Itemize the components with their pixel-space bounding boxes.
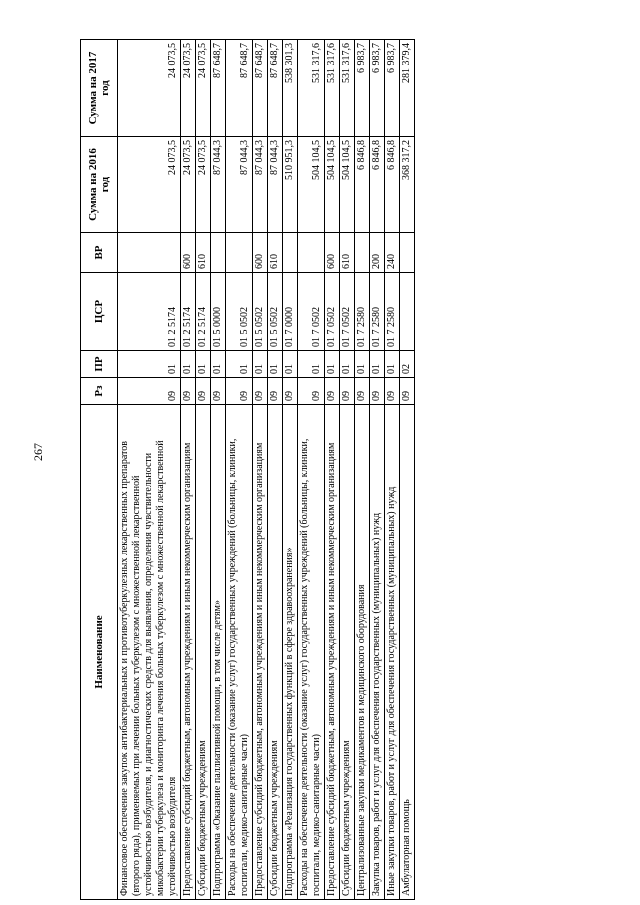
row-name: Предоставление субсидий бюджетным, автономным учреждениям и иным некоммерческим организациям [325, 405, 340, 900]
row-rz: 09 [211, 378, 226, 405]
row-pr: 01 [340, 351, 355, 378]
table-row [340, 40, 355, 900]
row-sum-2016: 87 044,3 [268, 137, 283, 233]
row-pr: 01 [298, 351, 325, 378]
header-csr: ЦСР [81, 273, 118, 351]
row-csr: 01 7 2580 [370, 273, 385, 351]
row-vr [355, 233, 370, 273]
row-sum-2016: 24 073,5 [181, 137, 196, 233]
table-header-row [81, 40, 118, 900]
header-name: Наименование [81, 405, 118, 900]
table-row [355, 40, 370, 900]
row-sum-2017: 87 648,7 [253, 40, 268, 137]
row-pr: 01 [355, 351, 370, 378]
budget-table-container [80, 40, 550, 900]
row-name: Субсидии бюджетным учреждениям [196, 405, 211, 900]
row-csr: 01 7 0000 [283, 273, 298, 351]
row-rz: 09 [355, 378, 370, 405]
table-row [211, 40, 226, 900]
row-sum-2017: 24 073,5 [118, 40, 181, 137]
row-sum-2016: 6 846,8 [385, 137, 400, 233]
row-csr: 01 7 0502 [340, 273, 355, 351]
row-name: Предоставление субсидий бюджетным, автономным учреждениям и иным некоммерческим организациям [181, 405, 196, 900]
row-pr: 01 [181, 351, 196, 378]
row-csr: 01 2 5174 [196, 273, 211, 351]
row-rz: 09 [268, 378, 283, 405]
row-sum-2016: 6 846,8 [370, 137, 385, 233]
row-csr: 01 7 0502 [325, 273, 340, 351]
row-rz: 09 [226, 378, 253, 405]
row-pr: 01 [325, 351, 340, 378]
row-sum-2017: 531 317,6 [340, 40, 355, 137]
row-sum-2017: 24 073,5 [181, 40, 196, 137]
table-row [385, 40, 400, 900]
rotated-page-area [80, 40, 550, 900]
row-pr: 01 [118, 351, 181, 378]
row-sum-2016: 510 951,3 [283, 137, 298, 233]
row-pr: 01 [370, 351, 385, 378]
row-name: Предоставление субсидий бюджетным, автономным учреждениям и иным некоммерческим организациям [253, 405, 268, 900]
row-vr [226, 233, 253, 273]
table-row [181, 40, 196, 900]
table-row [283, 40, 298, 900]
row-rz: 09 [181, 378, 196, 405]
row-sum-2016: 87 044,3 [211, 137, 226, 233]
row-name: Субсидии бюджетным учреждениям [268, 405, 283, 900]
table-body [118, 40, 415, 900]
page-number: 267 [31, 443, 45, 461]
row-pr: 02 [400, 351, 415, 378]
row-name: Централизованные закупки медикаментов и медицинского оборудования [355, 405, 370, 900]
row-rz: 09 [253, 378, 268, 405]
row-sum-2016: 24 073,5 [196, 137, 211, 233]
row-pr: 01 [283, 351, 298, 378]
header-sum-2017: Сумма на 2017 год [81, 40, 118, 137]
row-csr [400, 273, 415, 351]
row-name: Подпрограмма «Реализация государственных функций в сфере здравоохранения» [283, 405, 298, 900]
row-vr: 610 [196, 233, 211, 273]
row-vr [118, 233, 181, 273]
row-sum-2017: 281 379,4 [400, 40, 415, 137]
row-rz: 09 [370, 378, 385, 405]
row-sum-2017: 6 983,7 [385, 40, 400, 137]
row-sum-2017: 6 983,7 [355, 40, 370, 137]
row-rz: 09 [385, 378, 400, 405]
row-pr: 01 [268, 351, 283, 378]
row-sum-2017: 538 301,3 [283, 40, 298, 137]
row-sum-2017: 87 648,7 [211, 40, 226, 137]
row-csr: 01 5 0000 [211, 273, 226, 351]
row-sum-2016: 504 104,5 [325, 137, 340, 233]
row-name: Финансовое обеспечение закупок антибактериальных и противотуберкулезных лекарственных препаратов (второго ряда), применяемых при лечении больных туберкулезом с множественной лекарственной устойчивостью возбудителя, и диагностических средств для выявления, определения чувствительности микобактерии туберкулеза и мониторинга лечения больных туберкулезом с множественной лекарственной устойчивостью возбудителя [118, 405, 181, 900]
row-name: Подпрограмма «Оказание паллиативной помощи, в том числе детям» [211, 405, 226, 900]
row-name: Иные закупки товаров, работ и услуг для обеспечения государственных (муниципальных) нужд [385, 405, 400, 900]
row-pr: 01 [253, 351, 268, 378]
row-csr: 01 5 0502 [253, 273, 268, 351]
row-rz: 09 [400, 378, 415, 405]
row-rz: 09 [283, 378, 298, 405]
header-pr: ПР [81, 351, 118, 378]
table-row [253, 40, 268, 900]
row-sum-2017: 531 317,6 [298, 40, 325, 137]
row-rz: 09 [340, 378, 355, 405]
row-vr: 610 [340, 233, 355, 273]
table-row [268, 40, 283, 900]
budget-table [80, 39, 415, 900]
row-name: Закупка товаров, работ и услуг для обеспечения государственных (муниципальных) нужд [370, 405, 385, 900]
row-sum-2017: 6 983,7 [370, 40, 385, 137]
row-vr: 600 [181, 233, 196, 273]
row-name: Амбулаторная помощь [400, 405, 415, 900]
row-vr: 600 [253, 233, 268, 273]
row-csr: 01 7 0502 [298, 273, 325, 351]
row-sum-2016: 504 104,5 [340, 137, 355, 233]
row-pr: 01 [196, 351, 211, 378]
row-vr [400, 233, 415, 273]
header-vr: ВР [81, 233, 118, 273]
row-sum-2016: 24 073,5 [118, 137, 181, 233]
row-csr: 01 5 0502 [268, 273, 283, 351]
row-csr: 01 5 0502 [226, 273, 253, 351]
header-sum-2016: Сумма на 2016 год [81, 137, 118, 233]
row-name: Расходы на обеспечение деятельности (оказание услуг) государственных учреждений (больницы, клиники, госпитали, медико-санитарные части) [226, 405, 253, 900]
row-csr: 01 2 5174 [181, 273, 196, 351]
row-rz: 09 [325, 378, 340, 405]
row-rz: 09 [118, 378, 181, 405]
row-sum-2016: 87 044,3 [226, 137, 253, 233]
row-vr: 600 [325, 233, 340, 273]
table-row [370, 40, 385, 900]
row-name: Расходы на обеспечение деятельности (оказание услуг) государственных учреждений (больницы, клиники, госпитали, медико-санитарные части) [298, 405, 325, 900]
table-row [325, 40, 340, 900]
table-row [196, 40, 211, 900]
row-sum-2016: 87 044,3 [253, 137, 268, 233]
row-pr: 01 [211, 351, 226, 378]
row-vr [298, 233, 325, 273]
table-row [226, 40, 253, 900]
row-vr: 240 [385, 233, 400, 273]
row-pr: 01 [226, 351, 253, 378]
row-csr: 01 7 2580 [355, 273, 370, 351]
row-csr: 01 2 5174 [118, 273, 181, 351]
header-rz: Рз [81, 378, 118, 405]
row-name: Субсидии бюджетным учреждениям [340, 405, 355, 900]
row-sum-2017: 24 073,5 [196, 40, 211, 137]
row-csr: 01 7 2580 [385, 273, 400, 351]
table-row [400, 40, 415, 900]
row-vr [283, 233, 298, 273]
row-vr: 610 [268, 233, 283, 273]
row-sum-2016: 504 104,5 [298, 137, 325, 233]
row-sum-2016: 6 846,8 [355, 137, 370, 233]
table-row [118, 40, 181, 900]
row-rz: 09 [196, 378, 211, 405]
row-rz: 09 [298, 378, 325, 405]
row-vr [211, 233, 226, 273]
table-row [298, 40, 325, 900]
row-vr: 200 [370, 233, 385, 273]
row-sum-2017: 87 648,7 [226, 40, 253, 137]
row-sum-2017: 87 648,7 [268, 40, 283, 137]
row-sum-2016: 368 317,2 [400, 137, 415, 233]
row-sum-2017: 531 317,6 [325, 40, 340, 137]
row-pr: 01 [385, 351, 400, 378]
